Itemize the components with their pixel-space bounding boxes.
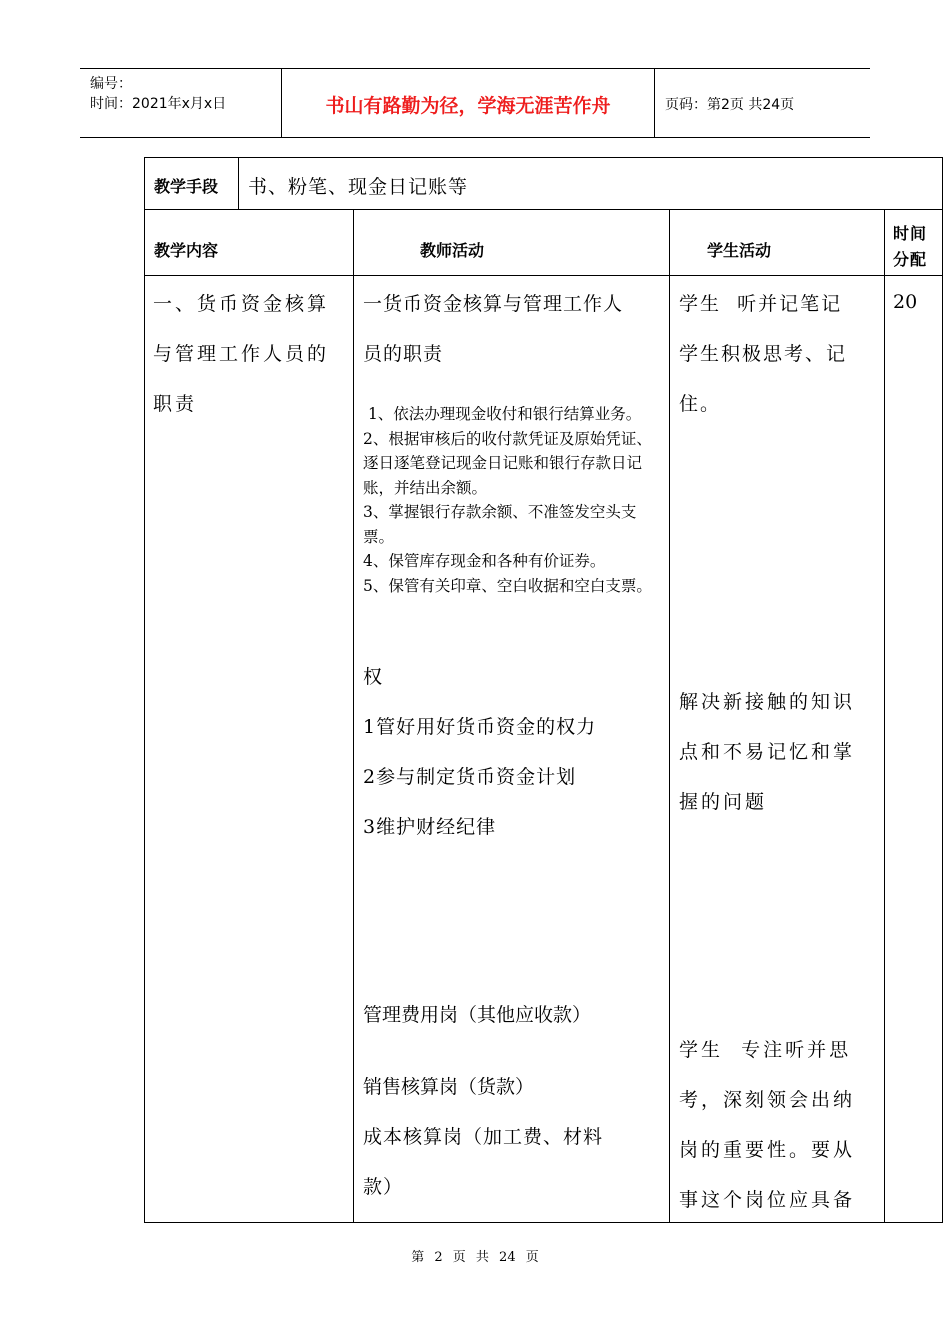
motto-text: 书山有路勤为径，学海无涯苦作舟 <box>325 95 611 117</box>
col-divider <box>238 157 239 210</box>
table-border-left <box>144 157 145 1223</box>
post-item: 成本核算岗（加工费、材料 <box>363 1126 604 1148</box>
post-item: 销售核算岗（货款） <box>363 1076 535 1098</box>
student-line: 学生积极思考、记 <box>679 343 848 365</box>
student-line: 握的问题 <box>679 791 768 813</box>
header-motto-cell <box>282 69 655 137</box>
student-line: 岗的重要性。要从 <box>679 1139 856 1161</box>
student-line: 学生 听并记笔记 <box>679 293 843 315</box>
header-info-cell <box>80 69 282 137</box>
duty-item: 5、保管有关印章、空白收据和空白支票。 <box>363 576 652 595</box>
page-number-label: 页码：第2页 共24页 <box>665 97 795 113</box>
right-item: 1管好用好货币资金的权力 <box>363 716 597 738</box>
right-item: 3维护财经纪律 <box>363 816 497 838</box>
page-header <box>80 68 870 138</box>
header-page-cell <box>655 69 870 137</box>
student-line: 事这个岗位应具备 <box>679 1189 856 1211</box>
teacher-title <box>363 279 623 379</box>
duty-item: 2、根据审核后的收付款凭证及原始凭证、逐日逐笔登记现金日记账和银行存款日记账，并结出余额。 <box>363 429 652 497</box>
post-item: 款） <box>363 1176 404 1198</box>
table-border-right <box>942 157 943 1223</box>
col-header-student: 学生活动 <box>707 241 772 260</box>
duty-item: 3、掌握银行存款余额、不准签发空头支票。 <box>363 503 637 546</box>
content-line: 一、货币资金核算 <box>153 293 330 315</box>
col-header-content: 教学内容 <box>154 241 219 260</box>
teaching-means-label: 教学手段 <box>154 177 219 196</box>
student-line: 学生 专注听并思 <box>679 1039 852 1061</box>
col-divider <box>884 209 885 1223</box>
content-line: 职责 <box>153 393 198 415</box>
time-allocation-value: 20 <box>893 291 918 313</box>
student-activity-3 <box>679 1025 855 1225</box>
lesson-plan-table <box>144 157 943 1223</box>
col-header-time-2: 分配 <box>893 250 928 269</box>
student-line: 解决新接触的知识 <box>679 691 856 713</box>
table-border-top <box>144 157 943 158</box>
doc-time-label: 时间：2021年x月x日 <box>90 96 227 112</box>
posts-block-2 <box>363 1112 603 1212</box>
teacher-title-line: 员的职责 <box>363 343 444 365</box>
content-line: 与管理工作人员的 <box>153 343 330 365</box>
col-divider <box>353 209 354 1223</box>
post-item: 管理费用岗（其他应收款） <box>363 1004 592 1026</box>
student-activity-1 <box>679 279 847 429</box>
student-line: 点和不易记忆和掌 <box>679 741 856 763</box>
duty-item: 1、依法办理现金收付和银行结算业务。 <box>363 405 642 423</box>
col-header-time-1: 时间 <box>893 224 928 243</box>
page-footer: 第 2 页 共 24 页 <box>411 1250 539 1265</box>
right-item: 2参与制定货币资金计划 <box>363 766 577 788</box>
teacher-title-line: 一货币资金核算与管理工作人 <box>363 293 624 315</box>
posts-block <box>363 979 591 1123</box>
duty-item: 4、保管库存现金和各种有价证券。 <box>363 552 606 570</box>
student-line: 住。 <box>679 393 722 415</box>
row-divider <box>144 209 943 210</box>
row-divider <box>144 275 943 276</box>
rights-title: 权 <box>363 666 384 688</box>
doc-number-label: 编号： <box>90 76 132 92</box>
teaching-means-value: 书、粉笔、现金日记账等 <box>248 176 469 198</box>
duties-list <box>363 402 663 598</box>
rights-block <box>363 652 596 852</box>
content-cell <box>153 279 329 429</box>
col-header-teacher: 教师活动 <box>420 241 485 260</box>
col-divider <box>669 209 670 1223</box>
student-line: 考，深刻领会出纳 <box>679 1089 856 1111</box>
student-activity-2 <box>679 677 855 827</box>
